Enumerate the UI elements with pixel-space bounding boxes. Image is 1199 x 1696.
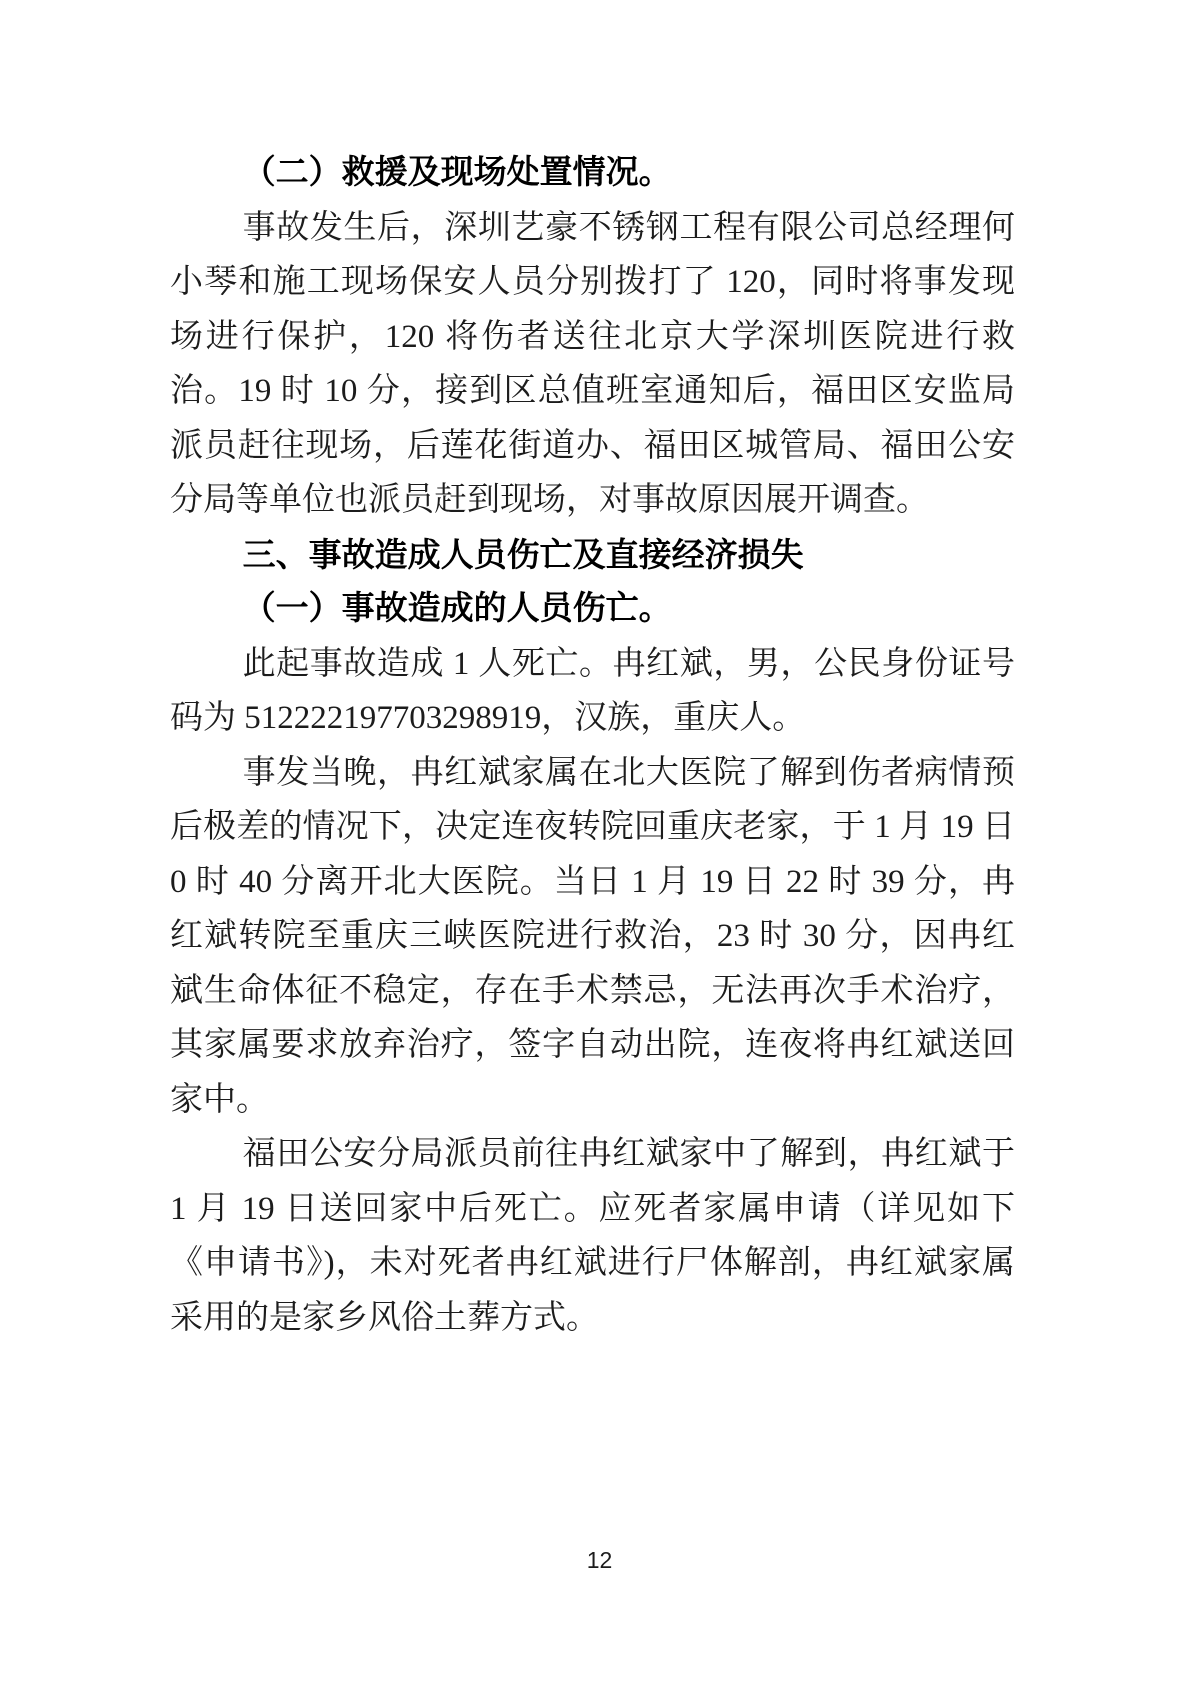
page-number: 12	[586, 1547, 613, 1573]
paragraph-rescue-response: 事故发生后，深圳艺豪不锈钢工程有限公司总经理何小琴和施工现场保安人员分别拨打了 120，同时将事发现场进行保护，120 将伤者送往北京大学深圳医院进行救治。19 时 10 分，接到区总值班室通知后，福田区安监局派员赶往现场，后莲花街道办、福田区城管局、福田公安分局等单位也派员赶到现场，对事故原因展开调查。	[170, 209, 1015, 518]
document-body	[170, 146, 1015, 1345]
paragraph-death-and-burial: 福田公安分局派员前往冉红斌家中了解到，冉红斌于 1 月 19 日送回家中后死亡。应死者家属申请（详见如下《申请书》)，未对死者冉红斌进行尸体解剖，冉红斌家属采用的是家乡风俗土葬方式。	[170, 1136, 1015, 1336]
paragraph-hospital-transfer: 事发当晚，冉红斌家属在北大医院了解到伤者病情预后极差的情况下，决定连夜转院回重庆老家，于 1 月 19 日 0 时 40 分离开北大医院。当日 1 月 19 日 22 时 39 分，冉红斌转院至重庆三峡医院进行救治，23 时 30 分，因冉红斌生命体征不稳定，存在手术禁忌，无法再次手术治疗，其家属要求放弃治疗，签字自动出院，连夜将冉红斌送回家中。	[170, 754, 1015, 1118]
heading-casualties-caused: （一）事故造成的人员伤亡。	[242, 591, 672, 627]
heading-rescue-and-scene-handling: （二）救援及现场处置情况。	[242, 155, 672, 191]
paragraph-victim-identity: 此起事故造成 1 人死亡。冉红斌，男，公民身份证号码为 512222197703298919，汉族，重庆人。	[170, 645, 1015, 736]
heading-section-three-casualties-and-losses: 三、事故造成人员伤亡及直接经济损失	[242, 535, 804, 573]
